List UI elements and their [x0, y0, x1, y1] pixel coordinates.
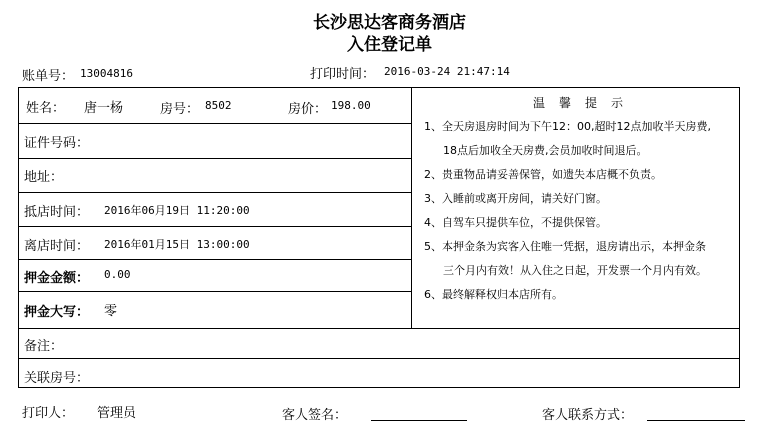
room-no-label: 房号：	[160, 102, 200, 117]
room-price-label: 房价：	[288, 102, 328, 117]
remark-label: 备注：	[24, 339, 64, 354]
deposit-words-value: 零	[104, 304, 118, 319]
notice-line: 5、本押金条为宾客入住唯一凭据，退房请出示，本押金条	[424, 240, 706, 253]
guest-contact-label: 客人联系方式：	[542, 408, 634, 423]
print-time-value: 2016-03-24 21:47:14	[384, 65, 510, 78]
guest-name-label: 姓名：	[26, 101, 66, 116]
printer-label: 打印人：	[22, 406, 75, 421]
room-price-value: 198.00	[331, 99, 371, 112]
guest-signature-label: 客人签名：	[282, 408, 348, 423]
guest-name-value: 唐一杨	[84, 101, 124, 116]
room-no-value: 8502	[205, 99, 232, 112]
notice-line: 三个月内有效！从入住之日起，开发票一个月内有效。	[443, 264, 707, 277]
notice-line: 4、自驾车只提供车位，不提供保管。	[424, 216, 607, 229]
arrival-time-value: 2016年06月19日 11:20:00	[104, 204, 250, 217]
bill-no-value: 13004816	[80, 67, 133, 80]
printer-value: 管理员	[97, 406, 137, 421]
arrival-time-label: 抵店时间：	[24, 205, 90, 220]
address-label: 地址：	[24, 170, 64, 185]
notice-line: 3、入睡前或离开房间，请关好门窗。	[424, 192, 607, 205]
departure-time-value: 2016年01月15日 13:00:00	[104, 238, 250, 251]
departure-time-label: 离店时间：	[24, 239, 90, 254]
notice-line: 1、全天房退房时间为下午12：00,超时12点加收半天房费,	[424, 120, 711, 133]
notice-divider	[411, 87, 412, 328]
linked-room-label: 关联房号：	[24, 371, 90, 386]
id-number-label: 证件号码：	[24, 136, 90, 151]
hotel-name: 长沙思达客商务酒店	[313, 13, 466, 33]
notice-line: 6、最终解释权归本店所有。	[424, 288, 563, 301]
deposit-words-label: 押金大写：	[24, 305, 90, 320]
guest-contact-line	[647, 420, 745, 421]
bill-no-label: 账单号：	[22, 69, 75, 84]
form-title: 入住登记单	[347, 35, 432, 55]
print-time-label: 打印时间：	[310, 67, 376, 82]
deposit-amount-value: 0.00	[104, 268, 131, 281]
notice-title: 温馨提示	[533, 96, 638, 110]
notice-line: 18点后加收全天房费,会员加收时间退后。	[443, 144, 648, 157]
guest-signature-line	[371, 420, 467, 421]
notice-line: 2、贵重物品请妥善保管，如遗失本店概不负责。	[424, 168, 662, 181]
deposit-amount-label: 押金金额：	[24, 271, 90, 286]
